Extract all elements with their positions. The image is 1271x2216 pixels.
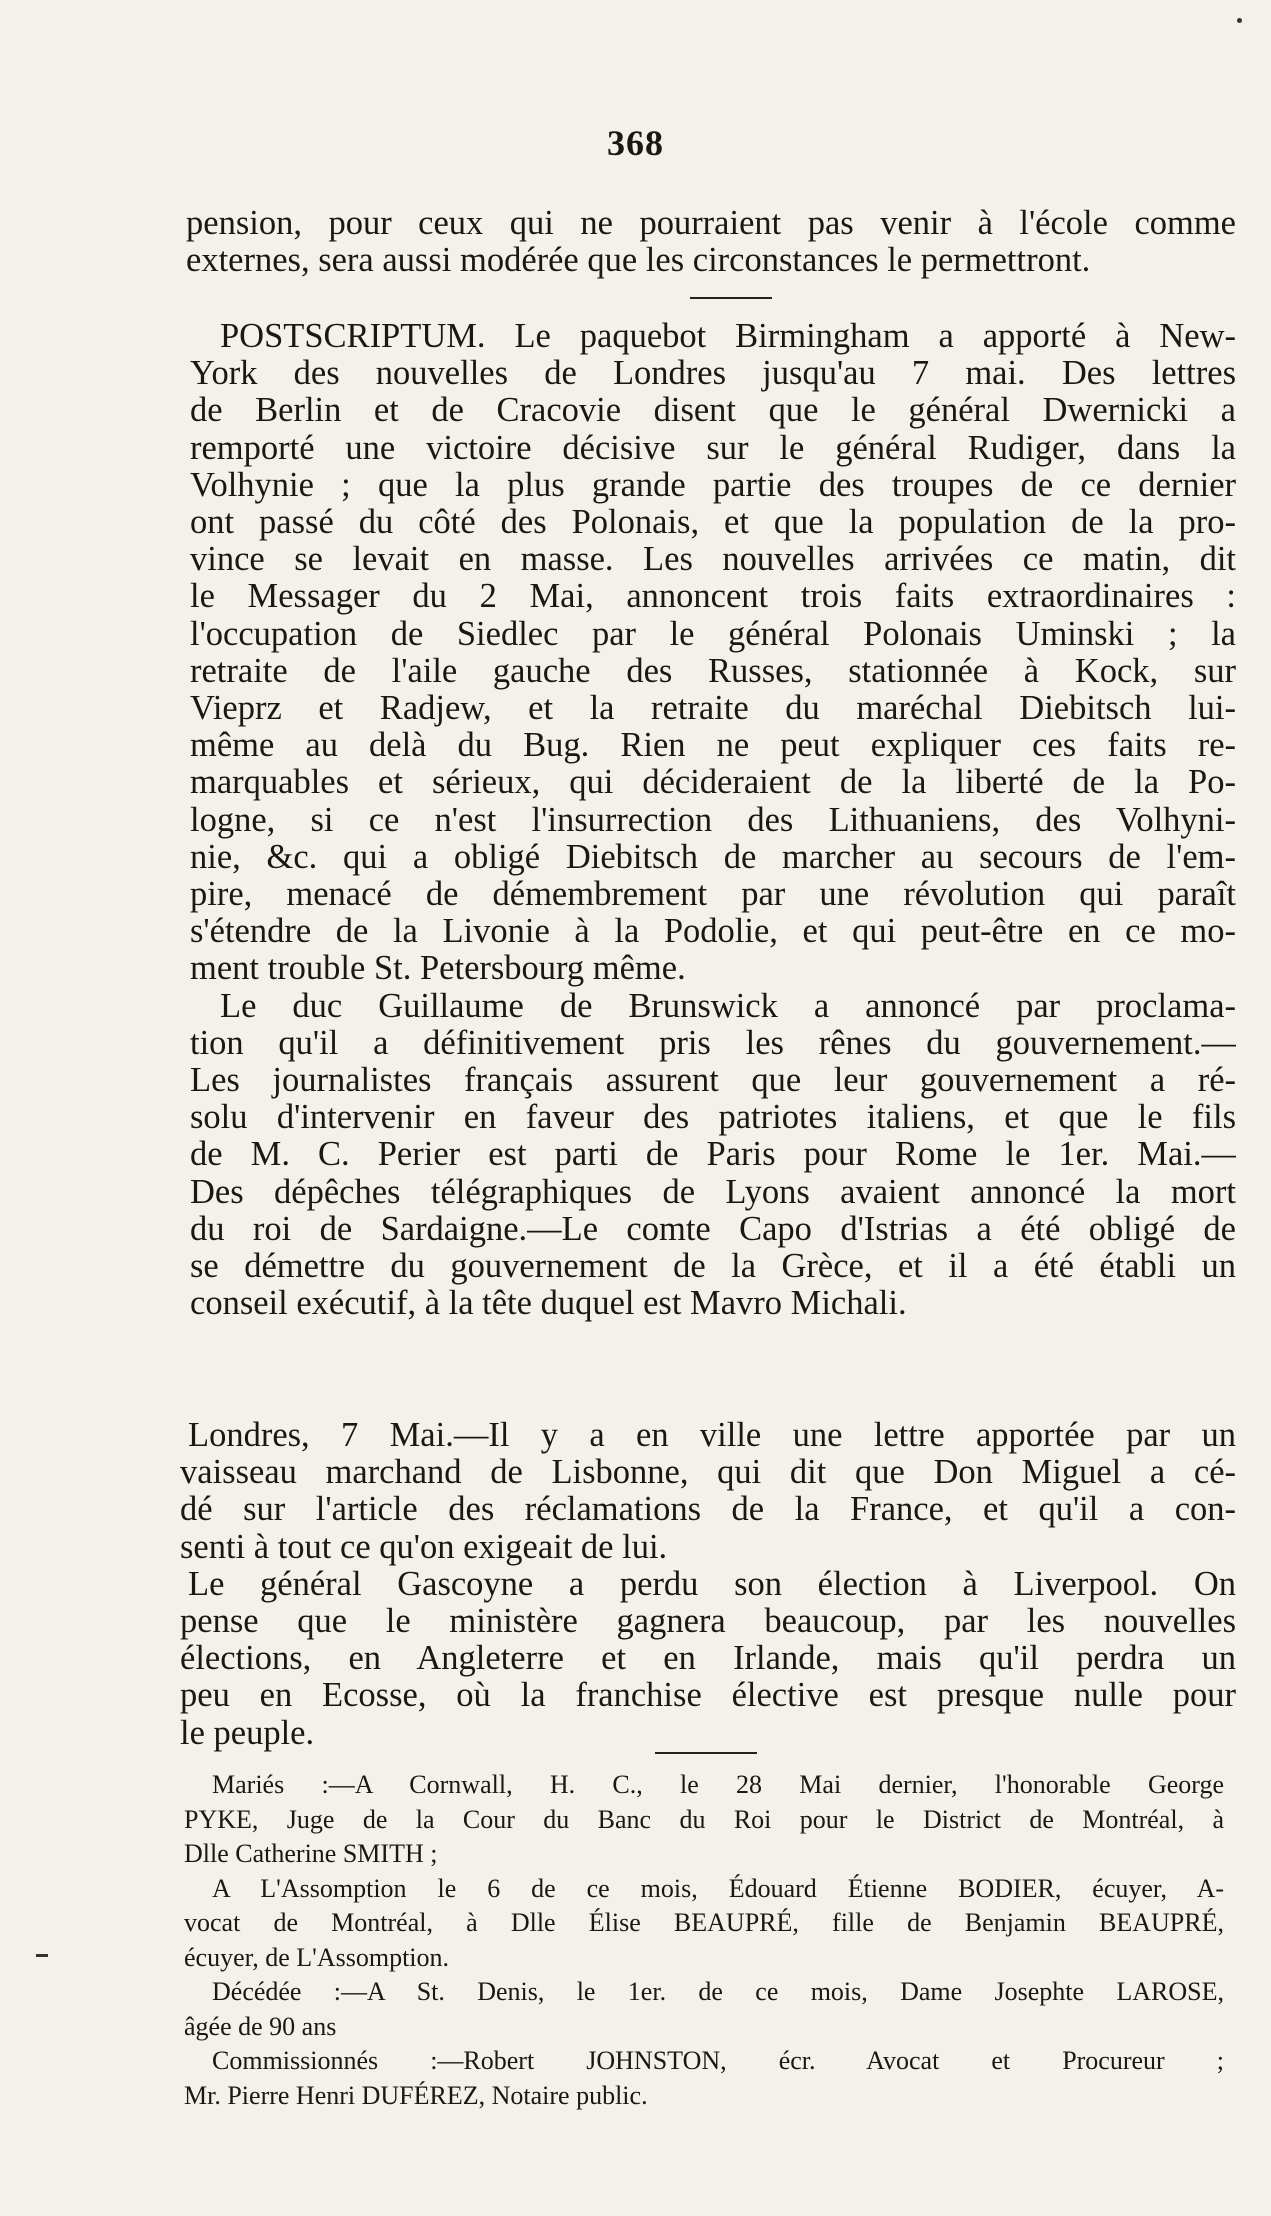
page-number: 368 bbox=[607, 123, 664, 163]
scan-mark bbox=[36, 1954, 48, 1957]
text-line: Mariés :—A Cornwall, H. C., le 28 Mai dernier, l'honorable George bbox=[212, 1770, 1224, 1799]
text-line: Décédée :—A St. Denis, le 1er. de ce mois, Dame Josephte LAROSE, bbox=[212, 1977, 1224, 2006]
text-line: senti à tout ce qu'on exigeait de lui. bbox=[180, 1528, 668, 1566]
text-line: peu en Ecosse, où la franchise élective est presque nulle pour bbox=[180, 1677, 1236, 1715]
text-line: Des dépêches télégraphiques de Lyons avaient annoncé la mort bbox=[190, 1173, 1236, 1211]
text-line: le peuple. bbox=[180, 1714, 315, 1752]
text-line: élections, en Angleterre et en Irlande, mais qu'il perdra un bbox=[180, 1640, 1236, 1678]
text-line: pense que le ministère gagnera beaucoup, par les nouvelles bbox=[180, 1603, 1236, 1641]
londres-section bbox=[180, 1417, 1236, 1752]
text-line: York des nouvelles de Londres jusqu'au 7 mai. Des lettres bbox=[190, 355, 1236, 393]
text-line: pire, menacé de démembrement par une révolution qui paraît bbox=[190, 876, 1236, 914]
text-line: Le général Gascoyne a perdu son élection à Liverpool. On bbox=[188, 1565, 1236, 1603]
text-line: l'occupation de Siedlec par le général Polonais Uminski ; la bbox=[190, 615, 1236, 653]
text-line: dé sur l'article des réclamations de la France, et qu'il a con- bbox=[180, 1491, 1236, 1529]
text-line: Dlle Catherine SMITH ; bbox=[184, 1839, 438, 1868]
scan-speck bbox=[1237, 18, 1242, 23]
text-line: retraite de l'aile gauche des Russes, stationnée à Kock, sur bbox=[190, 652, 1236, 690]
text-line: du roi de Sardaigne.—Le comte Capo d'Istrias a été obligé de bbox=[190, 1210, 1236, 1248]
text-line: même au delà du Bug. Rien ne peut expliquer ces faits re- bbox=[190, 727, 1236, 765]
text-line: Mr. Pierre Henri DUFÉREZ, Notaire public. bbox=[184, 2080, 648, 2110]
text-line: s'étendre de la Livonie à la Podolie, et qui peut-être en ce mo- bbox=[190, 913, 1236, 951]
text-line: Londres, 7 Mai.—Il y a en ville une lettre apportée par un bbox=[188, 1417, 1236, 1454]
text-line: solu d'intervenir en faveur des patriotes italiens, et que le fils bbox=[190, 1099, 1236, 1137]
text-line: Les journalistes français assurent que leur gouvernement a ré- bbox=[190, 1062, 1236, 1100]
text-line: conseil exécutif, à la tête duquel est Mavro Michali. bbox=[190, 1285, 907, 1323]
text-line: le Messager du 2 Mai, annoncent trois faits extraordinaires : bbox=[190, 578, 1236, 616]
section-rule bbox=[655, 1752, 757, 1754]
text-line: tion qu'il a définitivement pris les rênes du gouvernement.— bbox=[190, 1024, 1236, 1062]
text-line: remporté une victoire décisive sur le général Rudiger, dans la bbox=[190, 429, 1236, 467]
article-continuation bbox=[186, 205, 1236, 279]
text-line: PYKE, Juge de la Cour du Banc du Roi pour le District de Montréal, à bbox=[184, 1804, 1224, 1834]
text-line: Vieprz et Radjew, et la retraite du maréchal Diebitsch lui- bbox=[190, 690, 1236, 728]
text-line: vaisseau marchand de Lisbonne, qui dit que Don Miguel a cé- bbox=[180, 1454, 1236, 1492]
text-line: de M. C. Perier est parti de Paris pour Rome le 1er. Mai.— bbox=[190, 1136, 1236, 1174]
text-line: écuyer, de L'Assomption. bbox=[184, 1942, 450, 1972]
text-line: de Berlin et de Cracovie disent que le général Dwernicki a bbox=[190, 392, 1236, 430]
text-line: POSTSCRIPTUM. Le paquebot Birmingham a apporté à New- bbox=[220, 318, 1236, 355]
notices-section bbox=[184, 1768, 1224, 2113]
text-line: âgée de 90 ans bbox=[184, 2011, 337, 2041]
section-rule bbox=[690, 297, 772, 299]
text-line: ment trouble St. Petersbourg même. bbox=[190, 950, 686, 988]
text-line: pension, pour ceux qui ne pourraient pas venir à l'école comme bbox=[186, 205, 1236, 242]
text-line: Le duc Guillaume de Brunswick a annoncé par proclama- bbox=[220, 987, 1236, 1025]
text-line: externes, sera aussi modérée que les circonstances le permettront. bbox=[186, 242, 1091, 280]
text-line: logne, si ce n'est l'insurrection des Lithuaniens, des Volhyni- bbox=[190, 801, 1236, 839]
text-line: vince se levait en masse. Les nouvelles arrivées ce matin, dit bbox=[190, 541, 1236, 579]
text-line: Volhynie ; que la plus grande partie des troupes de ce dernier bbox=[190, 466, 1236, 504]
text-line: Commissionnés :—Robert JOHNSTON, écr. Avocat et Procureur ; bbox=[212, 2046, 1224, 2075]
text-line: nie, &c. qui a obligé Diebitsch de marcher au secours de l'em- bbox=[190, 838, 1236, 876]
text-line: A L'Assomption le 6 de ce mois, Édouard Étienne BODIER, écuyer, A- bbox=[212, 1873, 1224, 1903]
text-line: ont passé du côté des Polonais, et que la population de la pro- bbox=[190, 504, 1236, 542]
postscriptum-section bbox=[190, 318, 1236, 1322]
text-line: marquables et sérieux, qui décideraient de la liberté de la Po- bbox=[190, 764, 1236, 802]
text-line: vocat de Montréal, à Dlle Élise BEAUPRÉ, fille de Benjamin BEAUPRÉ, bbox=[184, 1908, 1224, 1937]
text-line: se démettre du gouvernement de la Grèce, et il a été établi un bbox=[190, 1248, 1236, 1286]
